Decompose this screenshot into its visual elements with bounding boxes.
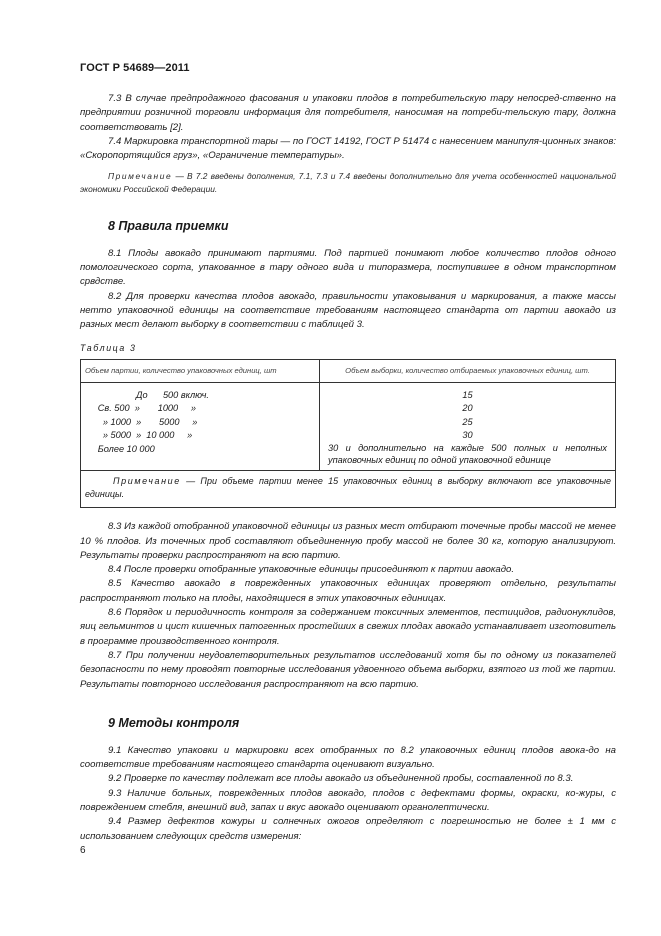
paragraph-9-3: 9.3 Наличие больных, поврежденных плодов авокадо, плодов с дефектами формы, окраски, ко-журы, с повреждением стебля, внешний вид, запах и вкус авокадо оценивают органолептически. <box>80 787 616 813</box>
paragraph-9-1: 9.1 Качество упаковки и маркировки всех отобранных по 8.2 упаковочных единиц плодов авока-до на соответствие требованиям настоящего стандарта оценивают визуально. <box>80 744 616 771</box>
table-sample-size-cell <box>320 382 616 471</box>
note-text: — В 7.2 введены дополнения, 7.1, 7.3 и 7.4 введены дополнительно для учета особенностей национальной экономики Российской Федерации. <box>80 171 616 194</box>
table-header-lot-size: Объем партии, количество упаковочных единиц, шт <box>81 359 320 382</box>
document-body <box>80 92 616 844</box>
table-row-left: Более 10 000 <box>85 444 155 455</box>
table-row-right: 25 <box>462 416 473 427</box>
note-label: Примечание <box>108 171 173 182</box>
section-8-heading: 8 Правила приемки <box>108 218 229 233</box>
table-caption: Таблица 3 <box>80 342 137 353</box>
table-row-right: 30 и дополнительно на каждые 500 полных и неполных упаковочных единиц по одной упаковочной единице <box>328 443 607 465</box>
table-note <box>81 471 616 508</box>
table-body-row <box>81 382 616 471</box>
document-header: ГОСТ Р 54689—2011 <box>80 62 190 74</box>
table-row-right: 30 <box>462 430 473 441</box>
table-row-left: До 500 включ. <box>85 389 209 400</box>
table-lot-size-cell <box>81 382 320 471</box>
paragraph-8-7: 8.7 При получении неудовлетворительных результатов исследований хотя бы по одному из показателей безопасности по нему проводят повторные исследования удвоенного объема выборки, взятого из той же партии. Результаты повторного исследования распространяют на всю партию. <box>80 649 616 690</box>
table-note-row <box>81 471 616 508</box>
paragraph-8-2: 8.2 Для проверки качества плодов авокадо, правильности упаковывания и маркирования, а также массы нетто упаковочной единицы на соответствие требованиям настоящего стандарта от партии авокадо из разных мест делают выборку в соответствии с таблицей 3. <box>80 290 616 331</box>
table-note-label: Примечание <box>113 476 181 487</box>
table-header-sample-size: Объем выборки, количество отбираемых упаковочных единиц, шт. <box>320 359 616 382</box>
table-note-text: — При объеме партии менее 15 упаковочных единиц в выборку включают все упаковочные единицы. <box>85 476 611 500</box>
sampling-table <box>80 359 616 509</box>
paragraph-8-6: 8.6 Порядок и периодичность контроля за содержанием токсичных элементов, пестицидов, радионуклидов, яиц гельминтов и цист кишечных патогенных простейших в свежих плодах авокадо устанавливает изготовитель в программе производственного контроля. <box>80 607 616 647</box>
paragraph-7-3: 7.3 В случае предпродажного фасования и упаковки плодов в потребительскую тару непосред-ственно на предприятии розничной торговли информация для потребителя, наносимая на потреби-тельскую тару, должна соответствовать [2]. <box>80 93 616 133</box>
paragraph-9-4: 9.4 Размер дефектов кожуры и солнечных ожогов определяют с погрешностью не более ± 1 мм с использованием следующих средств измерения: <box>80 816 616 842</box>
table-row-left: » 1000 » 5000 » <box>85 416 198 427</box>
table-row-left: Св. 500 » 1000 » <box>85 403 197 414</box>
section-9-heading: 9 Методы контроля <box>108 715 240 730</box>
paragraph-8-3: 8.3 Из каждой отобранной упаковочной единицы из разных мест отбирают точечные пробы массой не менее 10 % плодов. Из точечных проб составляют объединенную пробу массой не более 30 кг, которую анализируют. Результаты проверки распространяют на всю партию. <box>80 521 616 561</box>
paragraph-8-1: 8.1 Плоды авокадо принимают партиями. Под партией понимают любое количество плодов одного помологического сорта, упакованное в тару одного вида и типоразмера, поступившее в одном транспортном срвдстве. <box>80 247 616 288</box>
paragraph-8-5: 8.5 Качество авокадо в поврежденных упаковочных единицах проверяют отдельно, результаты распространяют только на плоды, находящиеся в этих упаковочных единицах. <box>80 578 616 604</box>
paragraph-8-4: 8.4 После проверки отобранные упаковочные единицы присоединяют к партии авокадо. <box>108 564 515 576</box>
page-number: 6 <box>80 845 86 856</box>
table-header-row <box>81 359 616 382</box>
table-row-right: 20 <box>462 403 473 414</box>
table-row-right: 15 <box>462 389 473 400</box>
table-row-left: » 5000 » 10 000 » <box>85 430 193 441</box>
note-section-7 <box>80 170 616 194</box>
paragraph-9-2: 9.2 Проверке по качеству подлежат все плоды авокадо из объединенной пробы, составленной по 8.3. <box>108 773 574 785</box>
paragraph-7-4: 7.4 Маркировка транспортной тары — по ГОСТ 14192, ГОСТ Р 51474 с нанесением манипуля-ционных знаков: «Скоропортящийся груз», «Ограничение температуры». <box>80 135 616 162</box>
